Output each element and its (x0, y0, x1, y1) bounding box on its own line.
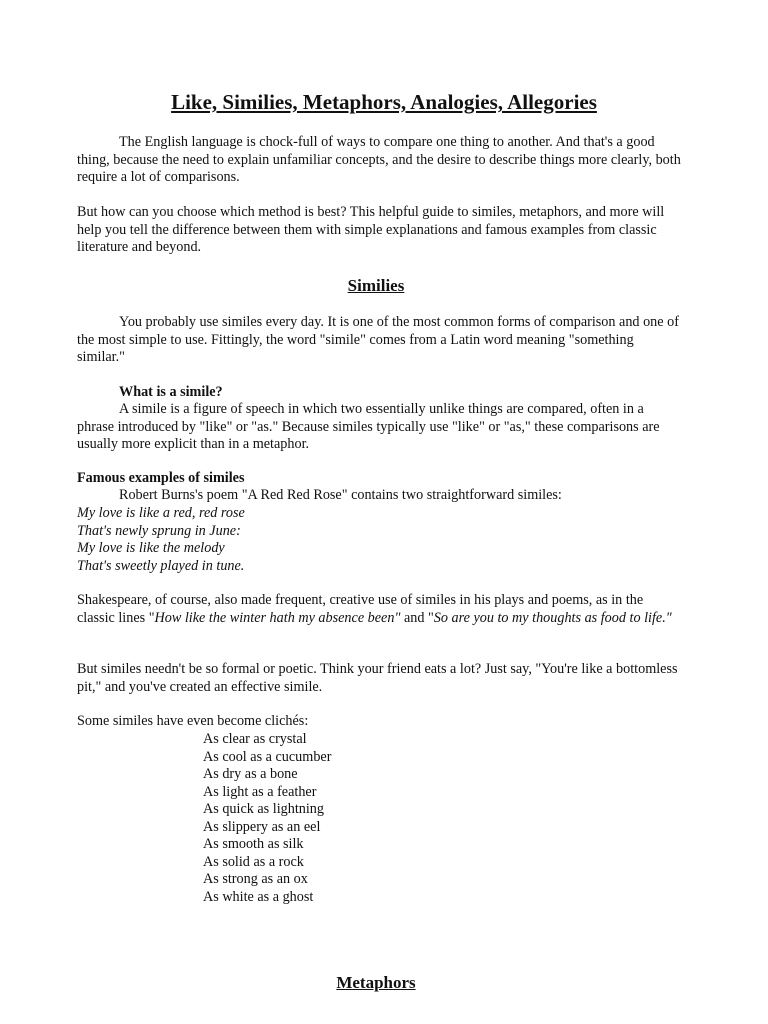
cliche-list (203, 731, 331, 906)
cliche-item: As clear as crystal (203, 731, 307, 747)
poem-line: That's newly sprung in June: (77, 522, 241, 539)
casual-simile-paragraph: But similes needn't be so formal or poetic. Think your friend eats a lot? Just say, "You're like a bottomless pit," and you've created an effective simile. (77, 661, 678, 695)
cliche-item: As dry as a bone (203, 766, 298, 782)
intro-paragraph-1: The English language is chock-full of ways to compare one thing to another. And that's a good thing, because the need to explain unfamiliar concepts, and the desire to describe things more clearly, both require a lot of comparisons. (77, 134, 681, 185)
cliche-item: As smooth as silk (203, 836, 304, 852)
shakespeare-quote-2: So are you to my thoughts as food to life." (433, 609, 672, 626)
poem-line: My love is like the melody (77, 540, 225, 556)
burns-poem (77, 505, 245, 575)
cliche-item: As white as a ghost (203, 888, 314, 905)
cliche-item: As slippery as an eel (203, 818, 321, 835)
cliche-item: As cool as a cucumber (203, 748, 332, 765)
cliche-item: As quick as lightning (203, 801, 324, 817)
shakespeare-text-middle: and " (400, 609, 434, 626)
similies-intro-paragraph: You probably use similes every day. It is one of the most common forms of comparison and one of the most simple to use. Fittingly, the word "simile" comes from a Latin word meaning "something similar." (77, 314, 679, 365)
what-is-simile-heading: What is a simile? (119, 384, 223, 400)
cliche-item: As solid as a rock (203, 853, 304, 870)
shakespeare-paragraph (77, 592, 682, 627)
shakespeare-text-start: Shakespeare, of course, also made frequent, creative use of similes in his plays and poems, as in the classic lines " (77, 592, 644, 626)
similies-heading: Similies (347, 276, 405, 295)
cliche-item: As light as a feather (203, 783, 317, 800)
simile-definition: A simile is a figure of speech in which two essentially unlike things are compared, often in a phrase introduced by "like" or "as." Because similes typically use "like" or "as," these comparisons are usually more explicit than in a metaphor. (77, 401, 660, 452)
cliche-item: As strong as an ox (203, 871, 308, 887)
poem-line: My love is like a red, red rose (77, 505, 245, 521)
burns-intro: Robert Burns's poem "A Red Red Rose" contains two straightforward similes: (119, 487, 562, 503)
intro-paragraph-2: But how can you choose which method is best? This helpful guide to similes, metaphors, and more will help you tell the difference between them with simple explanations and famous examples from classic literature and beyond. (77, 204, 665, 255)
poem-line: That's sweetly played in tune. (77, 557, 245, 574)
famous-examples-heading: Famous examples of similes (77, 470, 245, 486)
cliche-intro: Some similes have even become clichés: (77, 713, 309, 729)
metaphors-heading: Metaphors (336, 973, 416, 992)
shakespeare-quote-1: How like the winter hath my absence been" (154, 609, 401, 626)
document-title: Like, Similies, Metaphors, Analogies, Allegories (171, 90, 597, 114)
